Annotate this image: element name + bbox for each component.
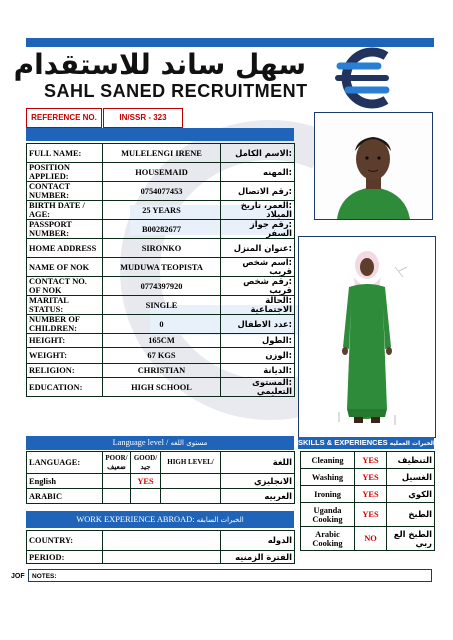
detail-arabic-label: :رقم الاتصال (221, 182, 295, 201)
detail-label: RELIGION: (27, 364, 103, 378)
language-header-high: HIGH LEVEL/ (161, 452, 221, 474)
language-row-ar: العربيه (221, 489, 295, 504)
detail-arabic-label: :المستوى التعليمي (221, 378, 295, 397)
detail-label: EDUCATION: (27, 378, 103, 397)
detail-value: 0774397920 (103, 277, 221, 296)
detail-label: HEIGHT: (27, 334, 103, 348)
detail-row (27, 163, 295, 182)
language-row-poor (103, 474, 131, 489)
detail-value: SINGLE (103, 296, 221, 315)
work-row-label: PERIOD: (27, 551, 103, 564)
detail-label: BIRTH DATE / AGE: (27, 201, 103, 220)
language-table (26, 451, 295, 504)
reference-label: REFERENCE NO. (26, 108, 102, 128)
detail-arabic-label: :رقم جواز السفر (221, 220, 295, 239)
skill-arabic-label: التنظيف (387, 452, 435, 469)
detail-row (27, 296, 295, 315)
full-body-photo-icon (298, 236, 436, 438)
language-header-ar: اللغة (221, 452, 295, 474)
detail-row (27, 239, 295, 258)
work-row-country (27, 531, 295, 551)
detail-arabic-label: :عدد الاطفال (221, 315, 295, 334)
skill-label: Ironing (301, 486, 355, 503)
skill-label: Washing (301, 469, 355, 486)
language-header-poor: POOR/ ضعيف (103, 452, 131, 474)
language-header-good: GOOD/جيد (131, 452, 161, 474)
detail-row (27, 348, 295, 364)
skill-value: NO (355, 527, 387, 551)
detail-arabic-label: :الوزن (221, 348, 295, 364)
work-row-value (103, 551, 221, 564)
detail-row (27, 364, 295, 378)
details-top-bar (26, 128, 294, 141)
detail-row (27, 144, 295, 163)
skill-value: YES (355, 503, 387, 527)
skill-arabic-label: الكوي (387, 486, 435, 503)
company-arabic-name: سهل ساند للاستقدام (13, 48, 306, 81)
detail-arabic-label: :رقم شخص قريب (221, 277, 295, 296)
language-row-high (161, 489, 221, 504)
skill-value: YES (355, 486, 387, 503)
detail-value: 25 YEARS (103, 201, 221, 220)
detail-row (27, 201, 295, 220)
language-header-label: LANGUAGE: (27, 452, 103, 474)
detail-label: CONTACT NUMBER: (27, 182, 103, 201)
top-blue-band (26, 38, 434, 47)
work-section-header (26, 511, 294, 528)
skills-header-ar: الخبرات العمليه (389, 440, 435, 447)
language-row-label: English (27, 474, 103, 489)
work-section-ar: الخبرات السابقه (196, 516, 244, 524)
detail-arabic-label: :العمر، تاريخ الميلاد (221, 201, 295, 220)
notes-field (28, 569, 432, 582)
detail-row (27, 277, 295, 296)
detail-row (27, 182, 295, 201)
language-row-ar: الانجليزي (221, 474, 295, 489)
work-row-label: COUNTRY: (27, 531, 103, 551)
skill-value: YES (355, 469, 387, 486)
detail-value: 67 KGS (103, 348, 221, 364)
detail-row (27, 378, 295, 397)
personal-details-table (26, 143, 295, 397)
work-row-value (103, 531, 221, 551)
work-row-ar: الدوله (221, 531, 295, 551)
detail-row (27, 334, 295, 348)
reference-value: IN/SSR - 323 (103, 108, 183, 128)
detail-value: B00282677 (103, 220, 221, 239)
work-row-period (27, 551, 295, 564)
detail-value: HIGH SCHOOL (103, 378, 221, 397)
detail-label: NUMBER OF CHILDREN: (27, 315, 103, 334)
language-row-good (131, 489, 161, 504)
detail-arabic-label: :الطول (221, 334, 295, 348)
ss-logo-icon (316, 50, 408, 106)
detail-label: CONTACT NO. OF NOK (27, 277, 103, 296)
detail-row (27, 315, 295, 334)
skill-arabic-label: الغسيل (387, 469, 435, 486)
language-section-en: Language level (112, 438, 164, 447)
detail-arabic-label: :الديانة (221, 364, 295, 378)
portrait-photo-icon (314, 112, 433, 220)
work-experience-table (26, 530, 295, 564)
work-section-en: WORK EXPERIENCE ABROAD: (76, 515, 195, 524)
detail-label: PASSPORT NUMBER: (27, 220, 103, 239)
language-row-english (27, 474, 295, 489)
detail-value: 165CM (103, 334, 221, 348)
detail-label: FULL NAME: (27, 144, 103, 163)
company-english-name: SAHL SANED RECRUITMENT (44, 81, 308, 101)
language-row-good: YES (131, 474, 161, 489)
language-section-ar: مستوى اللغه (170, 439, 208, 447)
skill-row (301, 469, 435, 486)
detail-label: POSITION APPLIED: (27, 163, 103, 182)
skills-header-en: SKILLS & EXPERIENCES (298, 438, 388, 447)
detail-row (27, 258, 295, 277)
skills-table (300, 451, 435, 551)
skill-value: YES (355, 452, 387, 469)
skill-arabic-label: الطبخ الع ربي (387, 527, 435, 551)
detail-value: SIRONKO (103, 239, 221, 258)
language-section-header: Language level / مستوى اللغه (26, 436, 294, 450)
detail-arabic-label: :عنوان المنزل (221, 239, 295, 258)
notes-label: NOTES: (32, 573, 57, 580)
detail-label: MARITAL STATUS: (27, 296, 103, 315)
language-row-poor (103, 489, 131, 504)
skill-row (301, 486, 435, 503)
detail-row (27, 220, 295, 239)
full-body-photo-svg (299, 237, 435, 437)
skill-label: Uganda Cooking (301, 503, 355, 527)
work-row-ar: الفترة الزمنيه (221, 551, 295, 564)
skills-header (298, 437, 434, 449)
detail-value: MUDUWA TEOPISTA (103, 258, 221, 277)
language-header-row (27, 452, 295, 474)
language-row-label: ARABIC (27, 489, 103, 504)
detail-value: 0 (103, 315, 221, 334)
detail-value: 0754077453 (103, 182, 221, 201)
detail-value: CHRISTIAN (103, 364, 221, 378)
skill-arabic-label: الطبخ (387, 503, 435, 527)
jof-label: JOF (11, 573, 25, 580)
skill-label: Arabic Cooking (301, 527, 355, 551)
detail-value: MULELENGI IRENE (103, 144, 221, 163)
skill-label: Cleaning (301, 452, 355, 469)
detail-label: WEIGHT: (27, 348, 103, 364)
language-row-arabic (27, 489, 295, 504)
language-row-high (161, 474, 221, 489)
detail-arabic-label: :الاسم الكامل (221, 144, 295, 163)
detail-label: NAME OF NOK (27, 258, 103, 277)
detail-value: HOUSEMAID (103, 163, 221, 182)
detail-arabic-label: :المهنه (221, 163, 295, 182)
detail-arabic-label: :اسم شخص قريب (221, 258, 295, 277)
skill-row (301, 452, 435, 469)
portrait-photo-svg (315, 113, 432, 219)
skill-row (301, 527, 435, 551)
skill-row (301, 503, 435, 527)
detail-arabic-label: :الحالة الاجتماعية (221, 296, 295, 315)
detail-label: HOME ADDRESS (27, 239, 103, 258)
